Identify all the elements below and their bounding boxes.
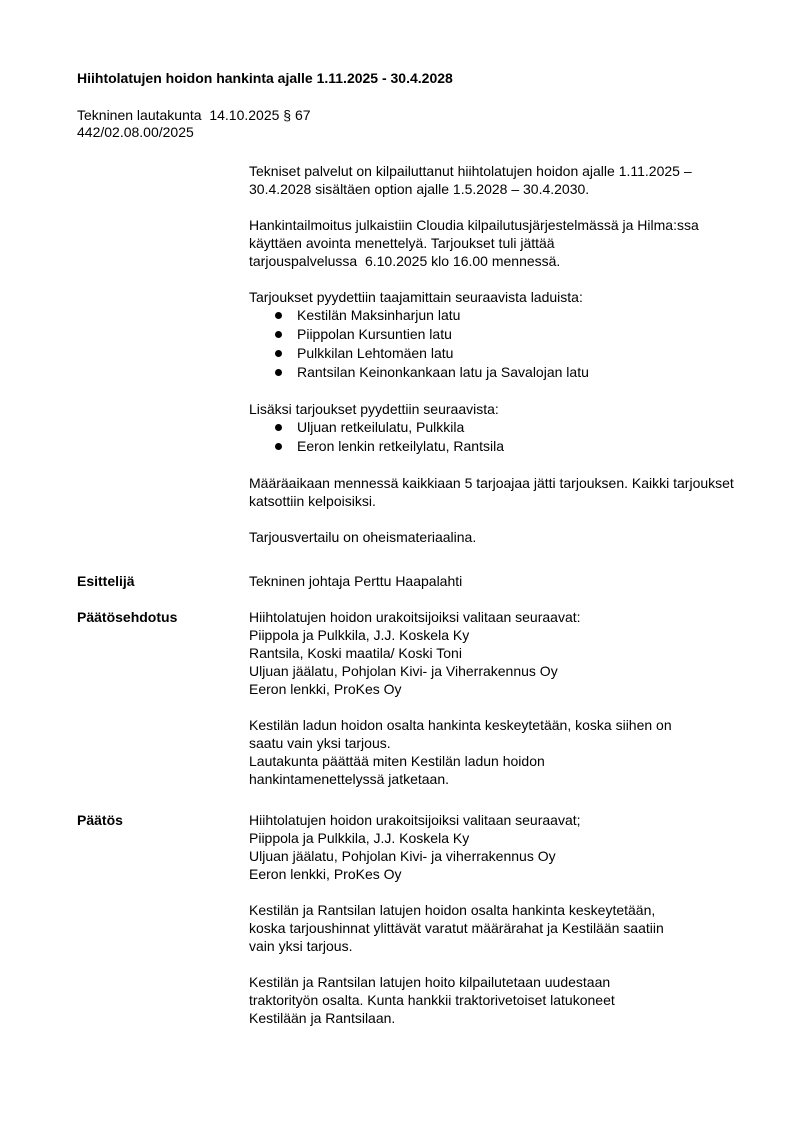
paatos-content (249, 811, 749, 1045)
paatos-paragraph-2: Kestilän ja Rantsilan latujen hoidon osalta hankinta keskeytetään, koska tarjoushinnat ylittävät varatut määrärahat ja Kestilään saatiin vain yksi tarjous. (249, 902, 664, 954)
document-meta (77, 107, 311, 141)
paatosehdotus-paragraph-1: Hiihtolatujen hoidon urakoitsijoiksi valitaan seuraavat: Piippola ja Pulkkila, J.J. Koskela Ky Rantsila, Koski maatila/ Koski Toni Uljuan jäälatu, Pohjolan Kivi- ja Viherrakennus Oy Eeron lenkki, ProKes Oy (249, 609, 581, 697)
bullet-icon (275, 331, 282, 338)
paatos-paragraph-3: Kestilän ja Rantsilan latujen hoito kilpailutetaan uudestaan traktorityön osalta. Kunta hankkii traktorivetoiset latukoneet Kestilään ja Rantsilaan. (249, 974, 615, 1026)
list-item: Uljuan retkeilulatu, Pulkkila (249, 418, 749, 437)
laduista-heading: Tarjoukset pyydettiin taajamittain seuraavista laduista: (249, 289, 583, 305)
document-title: Hiihtolatujen hoidon hankinta ajalle 1.11.2025 - 30.4.2028 (77, 70, 453, 86)
lisaksi-list (249, 418, 749, 456)
record-number: 442/02.08.00/2025 (77, 124, 194, 140)
bullet-icon (275, 350, 282, 357)
list-item: Kestilän Maksinharjun latu (249, 306, 749, 325)
bullet-icon (275, 369, 282, 376)
paatosehdotus-label: Päätösehdotus (77, 609, 178, 625)
list-item: Pulkkilan Lehtomäen latu (249, 344, 749, 363)
meeting-reference: Tekninen lautakunta 14.10.2025 § 67 (77, 107, 311, 123)
list-item: Piippolan Kursuntien latu (249, 325, 749, 344)
lisaksi-heading: Lisäksi tarjoukset pyydettiin seuraavista: (249, 401, 499, 417)
paatos-label: Päätös (77, 812, 123, 828)
esittelija-label: Esittelijä (77, 573, 135, 589)
paatos-paragraph-1: Hiihtolatujen hoidon urakoitsijoiksi valitaan seuraavat; Piippola ja Pulkkila, J.J. Koskela Ky Uljuan jäälatu, Pohjolan Kivi- ja viherrakennus Oy Eeron lenkki, ProKes Oy (249, 812, 581, 882)
intro-paragraph-1: Tekniset palvelut on kilpailuttanut hiihtolatujen hoidon ajalle 1.11.2025 – 30.4.2028 sisältäen option ajalle 1.5.2028 – 30.4.2030. (249, 163, 692, 197)
paatosehdotus-content (249, 608, 749, 806)
intro-section (249, 162, 749, 564)
list-item: Rantsilan Keinonkankaan latu ja Savalojan latu (249, 363, 749, 382)
laduista-list (249, 306, 749, 382)
bullet-icon (275, 424, 282, 431)
list-item: Eeron lenkin retkeilylatu, Rantsila (249, 437, 749, 456)
bullet-icon (275, 443, 282, 450)
intro-paragraph-6: Tarjousvertailu on oheismateriaalina. (249, 529, 477, 545)
intro-paragraph-2: Hankintailmoitus julkaistiin Cloudia kilpailutusjärjestelmässä ja Hilma:ssa käyttäen avointa menettelyä. Tarjoukset tuli jättää tarjouspalvelussa 6.10.2025 klo 16.00 mennessä. (249, 217, 699, 269)
intro-paragraph-5: Määräaikaan mennessä kaikkiaan 5 tarjoajaa jätti tarjouksen. Kaikki tarjoukset katsottiin kelpoisiksi. (249, 475, 734, 509)
esittelija-value: Tekninen johtaja Perttu Haapalahti (249, 573, 463, 589)
bullet-icon (275, 312, 282, 319)
paatosehdotus-paragraph-2: Kestilän ladun hoidon osalta hankinta keskeytetään, koska siihen on saatu vain yksi tarjous. Lautakunta päättää miten Kestilän ladun hoidon hankintamenettelyssä jatketaan. (249, 717, 672, 787)
